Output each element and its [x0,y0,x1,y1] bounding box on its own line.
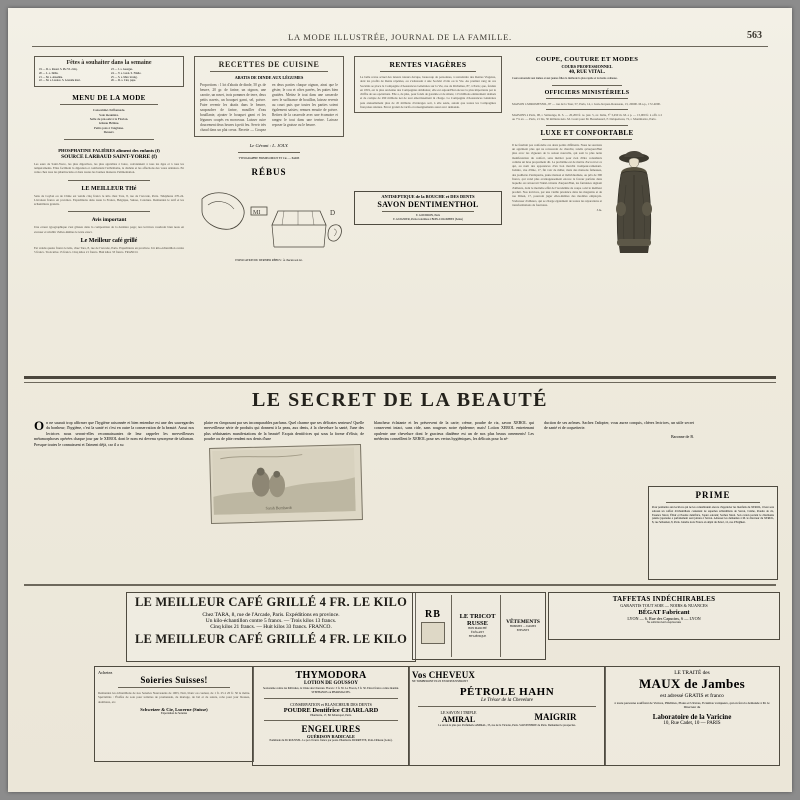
tricot-right-2: HOMMES — DAMES [509,625,537,629]
avis-title: Avis important [91,217,127,224]
tricot-tag-3: HYGIÉNIQUE [468,634,487,638]
fete-line: 26 — D. s. Clet, pape. [111,79,136,83]
luxe-title: LUXE ET CONFORTABLE [540,128,634,137]
soieries-sign2: Exportation de Soieries [160,711,188,715]
prime-body: Pour permettre aux lectrices qui ne les connaîtraient encore d'apprécier les bienfaits du XEROL, il leur sera adressé un coffret d'échantillons contenant de superbes échantillons de Savon, Crème, Poudre de riz, Essence Xérol, Élixir et Poudre dentifrice, l'apier odorant; Sachez Xérol. Son carton portant le charmante palette japonaise a parfaitement sont jointes à l'envoi. Adresser les demandes à M. le directeur du XEROL, 8, rue Sébastien, 8, Paris. Joindre trois Francs en dépôt du Xérol, 12, rue d'Enghien. [652,506,774,525]
jambes-title-2: MAUX de Jambes [638,676,746,691]
soieries-body: Demandez les échantillons de nos Soieries Nouveautés de 1903, Noir, blanc ou couleur, de 1 fr. 25 à 20 fr. 50 le mètre. Spécialités : Étoffes de soie pour toilettes de promenade, de mariage, de bal et de soirée, robe pour jour blouses, doublures, etc. [98,691,250,704]
engelures-title: ENGELURES [301,724,361,735]
ad-taffetas[interactable] [548,592,780,640]
luxe-signature: J. G. [596,209,602,213]
feature-photo-card [204,446,364,518]
charlard-title: POUDRE Dentifrice CHARLARD [283,706,379,714]
antiseptique-addr: E. GUIGNIER, Paris-Colombes à BOIS-COLOMBES (Seine) [393,218,463,222]
photo-engraving-svg [212,447,356,515]
prime-ad-box[interactable] [648,486,778,580]
antiseptique-sub: E. GOUDRON, Paris [415,214,441,218]
gerant-line: Le Gérant : L. JOLY. [249,143,289,148]
prime-title: PRIME [695,490,731,500]
page-number: 563 [747,30,762,41]
rebus-title: RÉBUS [251,166,287,177]
ad-phosphatine-title: PHOSPHATINE FALIÈRES aliment des enfants (f) [58,147,160,153]
cafe-body-1: Chez TARA, 8, rue de l'Arcade, Paris. Expéditions en province. [202,612,340,618]
feature-divider-top [24,376,776,379]
taffetas-title: TAFFETAS INDÉCHIRABLES [612,595,716,603]
fete-line: 24 — V. s. Léon. S. Fidèle. [111,71,142,75]
fete-line: 25 — S. s. Marc évang. [111,75,138,79]
ad-cafe-body: Est vendu quatre francs le kilo, chez Tara, 8, rue de l'Arcade, Paris. Expéditions en province. Un kilo-échantillon contre 5 francs. Trois kilos 13 francs. Cinq kilos 21 francs. Huit kilos 33 francs. FRANCO. [34,246,184,255]
fete-line: 19 — D. s. Raoul. S. Pie VI. évêq. [39,68,78,71]
jambes-body-1: est adressé GRATIS et franco [660,693,724,699]
savon-body: Le savon le plus pur. Parfumerie AMIRAL, 35, rue de la Victoire, Paris. SAVONNERIE de Paris. Demandez le prospectus. [438,723,576,727]
soieries-title: Soieries Suisses! [140,675,208,685]
header-rule [32,46,768,47]
soieries-sign: Schweizer & Cie, Lucerne (Suisse) [140,706,208,712]
ad-saintyorre-title: SOURCE LARBAUD SAINT-YORRE (f) [61,153,157,160]
column-recettes [194,56,344,263]
feature-col4-text: duction de ses arômes. Sachez l'adopter, vous aurez conquis, chères lectrices, un utile secret de santé et de coquetterie. [544,420,694,431]
petrole-hahn-brand: PÉTROLE HAHN [459,685,555,698]
column-rentes [354,56,502,225]
photo-signature: Sarah Bernhardt [265,504,292,511]
menu-item: Selle de pré-salé à la Florian. [89,117,129,121]
cafe-body-3: Cinq kilos 21 francs. — Huit kilos 33 francs. FRANCO. [210,624,332,630]
ad-the-body: Sans de Ceylan ou de Chine est vendu cinq francs le kilo chez Tara, 8, rue de l'Arcade, Paris. Téléphone 270-24. Livraison franco en province. Expéditions dans toute la France, Belgique, Suisse, Colonies. Demandez le tarif et les échantillons gratuits. [34,193,184,207]
feature-divider-thin [24,382,776,383]
recettes-title: RECETTES DE CUISINE [218,60,320,69]
fetes-title: Fêtes à souhaiter dans la semaine [66,60,152,66]
coupe-addr: 40, RUE VITAL. [569,70,605,75]
ad-soieries-suisses[interactable] [94,666,254,762]
amiral-brand: AMIRAL [441,714,476,724]
thymodora-body: Souveraine contre les Pellicules, la Chute des Cheveux. Flacon : 3 fr. 50. Le Flacon, 3 fr. 50. Envoi franco contre mandat. STEPHANOS ou PHARMACIES. [262,687,399,694]
soieries-pre: Achetez [98,670,113,675]
thymodora-sub2: CONSERVATION et BLANCHEUR DES DENTS [290,701,372,707]
thymodora-sub: LOTION DE GOUSSOY [304,681,358,686]
ad-the-title: LE MEILLEUR THé [81,185,137,192]
menu-title: MENU DE LA MODE [72,94,146,103]
menu-item: Petits pois à l'anglaise. [94,125,124,130]
menu-item: Dessert. [103,130,115,135]
feature-title: LE SECRET DE LA BEAUTÉ [251,389,549,411]
cheveux-sub: NE TOMBERONT PLUS EN REPOUSSERONT [412,680,468,683]
tricot-name: LE TRICOT RUSSE [459,613,496,628]
taffetas-sub: GARANTIS TOUT SOIE — NOIRS & NUANCES [620,603,708,608]
antiseptique-line1: ANTISEPTIQUE de la BOUCHE et DES DENTS [381,194,475,200]
ad-savon-dentimenthol [354,191,502,225]
rentes-title: RENTES VIAGÈRES [389,60,467,69]
maigrir-brand: MAIGRIR [534,711,577,722]
tricot-tag-2: ÉLÉGANT [471,631,484,635]
ad-tricot-russe[interactable] [412,592,546,660]
feature-col-3 [374,420,534,442]
jambes-body-2: à toute personne souffrant de Varices, Phlébites, Plaies et Ulcères, Eczémas variqueux, qui en fera la demande à M. le Directeur du [614,701,770,710]
jambes-addr: 10, Rue Cadet, 10 — PARIS [663,720,721,726]
luxe-body: Il ne faudrait pas confondre ces deux points différents. Nous ne saurions un agrément plus qui ne retrouvent de cherché, tandis qu'aujourd'hui plus avec les vigueurs de la saison nouvelle, qui sont la plus nette manifestation du confort, sans mériter pour rien d'être considérés comme un luxe proprement dit. Le problème est de mettre d'accord et ce qui, au nom des apparences d'un bon marché trompeur-ramenant-Judaïre, vue d'âme, 17, fin voir de mêler, mais des maisons fameuses, des joaillerie d'antiquaire, jeune maison et individualisée, ou prix de 300 francs, qui vend plus avantageusement encore la faveur parfaite dans laquelle on retrouvait l'idéal-vérante d'aujourd'hui, les fantaisies régnant d'ailleurs, dont le moindre effet de l'Académie de coupe a été le meilleur produit. Nos lectrices, par une vieille prudence dans les magasins et de rue Dinan, 17, pourront juger elles-mêmes des modèles employés. S'adresser d'ailleurs, qui se charge également de toutes les réparations et transformations de fourrures. [512,142,602,207]
feature-col2-text: plaire en s'imposant par ses incomparables parfums. Quel charme que ses délicates senteurs! Quelle merveilleuse série de produits qui donnent à la peau, aux dents, à la chevelure la santé, l'une des plus séduisantes manifestations de la beauté! Exquis dentifrices qui sous la forme d'élixir, de poudre ou de pâte rendent nos dents d'une [204,420,364,442]
rebus-drawing-svg [194,181,344,259]
jambes-title-1: LE TRAITÉ des [674,670,710,676]
tricot-brand-mark: RB [425,608,441,620]
feature-col-2 [204,420,364,518]
thymodora-title: THYMODORA [295,670,367,681]
feature-dropcap: O [34,418,45,433]
tricot-logo-box [421,622,445,644]
lady-in-coat-svg [606,145,662,257]
feature-col-4 [544,420,694,439]
feature-col3-text: blancheur éclatante et les préservent de la carie; crème, poudre de riz, savon XEROL qui conservent intact, sans ride, sans rougeurs notre épiderme; mais! Lotion XEROL entretenant opulente une chevelure dont le gracieux diadème est un de nos plus beaux ornements! Les médecins conseillent le XEROL pour ses vertus hygiéniques, les délicats pour la sé- [374,420,534,442]
ad-petrole-hahn[interactable] [408,666,606,766]
ad-cafe-title: Le Meilleur café grillé [80,238,138,244]
avis-body: Une erreur typographique s'est glissée dans la composition de la dernière page; nos lectrices voudront bien nous en excuser et rétablir d'elles-mêmes le texte exact. [34,225,184,234]
tricot-right-3: ENFANTS [516,629,530,632]
antiseptique-line2: SAVON DENTIMENTHOL [377,200,479,210]
cafe-headline-bottom: LE MEILLEUR CAFÉ GRILLÉ 4 FR. LE KILO [134,632,408,646]
cafe-body-2: Un kilo-échantillon contre 5 francs. — Trois kilos 13 francs. [205,618,337,624]
svg-text:D: D [330,208,336,217]
engelures-sub: GUÉRISON RADICALE [307,734,355,740]
coupe-body: Cours renouvelé aux dames et aux jeunes filles la méthode la plus rapide et la moins coûteuse. [512,77,618,80]
rebus-illustration [194,181,344,259]
taffetas-addr: LYON — 6, Rue des Capucins, 6 — LYON [627,616,701,621]
fashion-illustration [606,145,662,257]
fete-line: 20 — L. s. Délia. [39,71,59,75]
typography-line: TYPOGRAPHIE FIRMIN-DIDOT ET Cie. — PARIS [238,157,300,160]
ad-phosphatine-body: Les eaux de Saint-Yorre, les plus digestives, les plus agréables à boire, conviennent à tous les âges et à tous les tempéraments. Elles facilitent la digestion et combattent l'arthritisme, le diabète et les affections des voies urinaires. En vente chez tous les pharmaciens et dans toutes les bonnes maisons d'alimentation. [34,161,184,175]
officiers-entry: MAISON à MIROMESNIL, 87 — rue de la Tour, 57, Paris, 14, r. Jean-Jacques-Rousseau, 13, 20600. M.a.p., 172-4000. [512,101,661,106]
taffetas-note: Ne sollicite rien lorsqu'aucune [647,621,681,624]
fete-line: 23 — J. s. Georges. [111,68,133,71]
menu-item: Sole meunière. [99,112,119,117]
ad-maux-de-jambes[interactable] [604,666,780,766]
bottom-ads-divider [24,584,776,586]
rebus-caption: EXPLICATION DU DERNIER RÉBUS : À chacun son lot. [235,258,303,262]
column-left [34,56,184,255]
engelures-body: Pommade du Dr ROUSSEL. Le pot 2 francs franco par poste. Pharmacie DURRETTE, Pont-Château (Loire). [269,739,393,743]
menu-item: Gâteau Hélène. [98,121,120,126]
recettes-subtitle: ABATIS DE DINDE AUX LÉGUMES [234,75,304,80]
feature-col1-text: n ne saurait trop affirmer que l'hygiène raisonnée et bien entendue est une des sauvegardes du bonheur; l'hygiène, c'est la santé et c'est en outre la conservation de la beauté. Aussi nos lectrices nous seront-elles reconnaissantes de leur rappeler les merveilleuses métamorphoses opérées chaque jour par le XEROL dont le nom est devenu synonyme de talisman. Presque toutes le connaissent et l'aiment déjà, car il a su [34,420,194,447]
tricot-right-1: VÊTEMENTS [506,619,540,626]
fete-line: 22 — M. s. Léonce. S. Léonide mart. [39,79,81,83]
svg-text:MI: MI [253,209,261,216]
feature-signature: Baronne de B. [671,433,694,439]
cheveux-title: Vos CHEVEUX [412,670,476,680]
charlard-body: Pharmacie, 17, Bd Sébastopol, Paris. [310,713,352,717]
coupe-sub: COURS PROFESSIONNEL [561,64,613,69]
rentes-body: La belle revue actuel des tuteurs tuteurs décupe, beaucoup de personnes, à restreindre des Rentes Viagères, dont les profits de Rente répétées, ou s'adressant à une Société civile ou la Vie. Au premier rang de ces Sociétés se place la Compagnie d'Assurances Générales sur la Vie, rue de Richelieu, 87, à Paris; que, fondée en 1819, est la plus ancienne des Compagnies similaires; elle est aujourd'hui encore la plus importante par le chiffre de ses opérations. Elle a, de plus, pour fonds de garantie et de sûreté, 113 millions entièrement réalisés et de compte de 290 millions net de tout amortissement ni charge. La Compagnie d'Assurances Générales paie annuellement plus de 45 millions d'arrérages soit, à elle seule, autant que toutes les Compagnies françaises réunies. Envoi gratuit de tarifs et renseignements aussi avec demande. [360,75,496,110]
jambes-lab: Laboratoire de la Varicine [652,712,732,721]
officiers-entry: MAISONS à Paris, 98, r. Saintonge, R. S. — 20,200 fr. re. just. 5, av. Italie, 5° 3,450 m. M. a p. — 15,000 fr. à offr. à 2 ou 7% ex. — Paris, 21 bis, 30 millions nets. M. Court pour M. Beaudouard, F. Dalquetteau, 72, r. Montmartre, Paris. [512,113,662,122]
savon-sub: LE SAVON I TRIPLE [440,709,477,715]
column-right [512,56,662,257]
taffetas-maker: BÉGAT Fabricant [638,609,690,616]
coupe-title: COUPE, COUTURE ET MODES [535,56,639,63]
fete-line: 21 — M. s. Anselme. [39,75,63,79]
ad-cafe-grille[interactable] [126,592,416,662]
tricot-tag-1: BON MARCHÉ [468,627,487,631]
feature-col-1 [34,420,194,447]
scanned-page [8,8,792,792]
running-head: LA MODE ILLUSTRÉE, JOURNAL DE LA FAMILLE. [288,32,512,42]
cafe-headline-top: LE MEILLEUR CAFÉ GRILLÉ 4 FR. LE KILO [134,595,408,609]
officiers-title: OFFICIERS MINISTÉRIELS [544,89,630,96]
menu-item: Consommé chiffonnade. [92,108,126,113]
ad-thymodora[interactable] [252,666,410,766]
recettes-body: Proportions : 1 lot d'abatis de dinde, 50 gr. de beurre, 20 gr. de farine, un oignon, une carotte, un navet, trois pommes de terre, deux petits navets, un bouquet garni, sel, poivre. Faire revenir les abatis dans le beurre, saupoudrer de farine, mouiller d'eau bouillante, ajouter le bouquet garni et les légumes coupés en morceaux. Laisser cuire doucement deux heures à petit feu. Servir très chaud dans un plat creux. Recette — Coupez en deux parties chaque oignon, ainsi que le gésier, le cou et côtes parées, les pattes bien grattées. Mettez le tout dans une casserole avec le suffisance de bouillon, laissez revenir au court puis que toutes les parties soient également saisies; remuez ensuite de poivre. Retirez de la casserole avec une écumoire et rangez le tout dans une terrine. Laissez reposer la graisse ou le beurre. [200,83,338,132]
petrole-hahn-tag: Le Trésor de la Chevelure [480,697,534,703]
